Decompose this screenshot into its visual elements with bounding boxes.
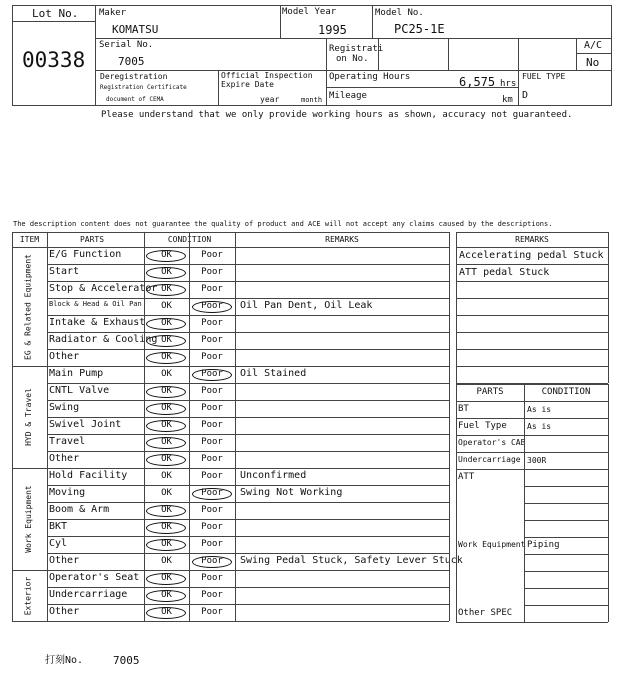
ok-selected-mark [146, 352, 186, 364]
part-name: Swing [49, 402, 80, 413]
operating-hours-label: Operating Hours [329, 72, 411, 82]
ok-selected-mark [146, 522, 186, 534]
registration-label-2: on No. [336, 54, 369, 64]
remark-text: Swing Not Working [240, 487, 343, 498]
remarks-header: REMARKS [325, 235, 359, 244]
work-equipment-value: Piping [527, 540, 560, 550]
expire-date-label: Expire Date [221, 80, 274, 89]
part-name: BKT [49, 521, 68, 532]
condition-poor: Poor [201, 318, 223, 328]
remark-text: Oil Pan Dent, Oil Leak [240, 300, 373, 311]
part-name: Undercarriage [49, 589, 128, 600]
condition-table [12, 232, 463, 621]
condition-poor: Poor [201, 335, 223, 345]
parts-box-condition-header: CONDITION [541, 387, 591, 397]
part-name: Hold Facility [49, 470, 128, 481]
mileage-label: Mileage [329, 91, 367, 101]
item-header: ITEM [19, 235, 40, 244]
disclaimer-text: The description content does not guarantee the quality of product and ACE will not accept any claims caused by the descriptions. [13, 220, 553, 228]
condition-ok: OK [161, 352, 172, 362]
serial-label: Serial No. [99, 40, 154, 50]
parts-box-condition: 300R [527, 456, 547, 465]
parts-box-part: Fuel Type [458, 421, 507, 431]
parts-box-condition: As is [527, 405, 552, 414]
km-unit: km [502, 95, 513, 105]
stamp-value: 7005 [113, 654, 140, 667]
fuel-type-value: D [522, 90, 529, 101]
condition-poor: Poor [201, 301, 223, 311]
parts-box-part: BT [458, 404, 469, 414]
condition-ok: OK [161, 318, 172, 328]
registration-label-1: Registrati [329, 44, 384, 54]
condition-poor: Poor [201, 369, 223, 379]
group-label: Exterior [23, 576, 33, 615]
condition-ok: OK [161, 437, 172, 447]
parts-box-parts-header: PARTS [476, 387, 504, 397]
remark-text: Swing Pedal Stuck, Safety Lever Stuck [240, 555, 463, 566]
ok-selected-mark [146, 607, 186, 619]
condition-poor: Poor [201, 556, 223, 566]
part-name: E/G Function [49, 249, 122, 260]
condition-ok: OK [161, 403, 172, 413]
condition-ok: OK [161, 607, 172, 617]
part-name: Moving [49, 487, 86, 498]
registration-certificate-label: Registration Certificate [100, 84, 187, 91]
ok-selected-mark [146, 573, 186, 585]
condition-ok: OK [161, 250, 172, 260]
remark-text: Unconfirmed [240, 470, 307, 481]
condition-poor: Poor [201, 437, 223, 447]
part-name: Boom & Arm [49, 504, 110, 515]
condition-poor: Poor [201, 573, 223, 583]
part-name: Cyl [49, 538, 68, 549]
ok-selected-mark [146, 250, 186, 262]
ok-selected-mark [146, 505, 186, 517]
condition-poor: Poor [201, 488, 223, 498]
ok-selected-mark [146, 454, 186, 466]
condition-poor: Poor [201, 267, 223, 277]
condition-ok: OK [161, 267, 172, 277]
condition-poor: Poor [201, 352, 223, 362]
group-label: HYD & Travel [23, 388, 33, 446]
other-spec-label: Other SPEC [458, 608, 513, 618]
remarks-box-header: REMARKS [515, 235, 549, 244]
ac-label: A/C [584, 40, 603, 51]
parts-box-condition: As is [527, 422, 552, 431]
remarks-box-line: Accelerating pedal Stuck [459, 250, 604, 261]
group-label: EG & Related Equipment [23, 253, 33, 360]
condition-poor: Poor [201, 471, 223, 481]
poor-selected-mark [192, 488, 232, 500]
condition-poor: Poor [201, 403, 223, 413]
parts-header: PARTS [79, 235, 105, 244]
parts-box-part: Undercarriage [458, 455, 521, 464]
part-name: Operator's Seat [49, 572, 140, 583]
month-label: month [301, 96, 323, 104]
condition-poor: Poor [201, 284, 223, 294]
condition-poor: Poor [201, 522, 223, 532]
part-name: Swivel Joint [49, 419, 122, 430]
part-name: Travel [49, 436, 86, 447]
part-name: Intake & Exhaust [49, 317, 146, 328]
part-name: Other [49, 453, 80, 464]
stamp-label: 打刻No. [45, 655, 84, 666]
condition-poor: Poor [201, 420, 223, 430]
ok-selected-mark [146, 335, 186, 347]
condition-poor: Poor [201, 607, 223, 617]
condition-ok: OK [161, 284, 172, 294]
part-name: Radiator & Cooling [49, 334, 158, 345]
part-name: Main Pump [49, 368, 104, 379]
condition-ok: OK [161, 301, 172, 311]
ok-selected-mark [146, 539, 186, 551]
condition-ok: OK [161, 454, 172, 464]
condition-ok: OK [161, 505, 172, 515]
work-equipment-label: Work Equipment [458, 540, 526, 549]
condition-ok: OK [161, 539, 172, 549]
parts-box-part: Operator's CAB [458, 438, 526, 447]
cema-document-label: document of CEMA [106, 96, 164, 103]
condition-poor: Poor [201, 386, 223, 396]
ok-selected-mark [146, 284, 186, 296]
part-name: Start [49, 266, 80, 277]
inspection-label: Official Inspection [221, 71, 313, 80]
condition-ok: OK [161, 369, 172, 379]
condition-poor: Poor [201, 539, 223, 549]
remarks-box-line: ATT pedal Stuck [459, 267, 550, 278]
condition-poor: Poor [201, 505, 223, 515]
ok-selected-mark [146, 403, 186, 415]
condition-ok: OK [161, 522, 172, 532]
operating-hours-value: 6,575 [459, 75, 496, 89]
poor-selected-mark [192, 369, 232, 381]
condition-poor: Poor [201, 250, 223, 260]
condition-ok: OK [161, 471, 172, 481]
poor-selected-mark [192, 301, 232, 313]
deregistration-label: Deregistration [100, 72, 168, 81]
condition-poor: Poor [201, 454, 223, 464]
hrs-unit: hrs [500, 79, 517, 89]
condition-ok: OK [161, 573, 172, 583]
model-no-value: PC25-1E [394, 22, 445, 36]
lot-label: Lot No. [32, 7, 79, 20]
serial-value: 7005 [118, 55, 145, 68]
model-year-label: Model Year [282, 7, 337, 17]
ok-selected-mark [146, 386, 186, 398]
att-label: ATT [458, 472, 475, 482]
model-no-label: Model No. [375, 8, 424, 18]
ac-value: No [586, 56, 600, 69]
lot-number: 00338 [22, 48, 86, 72]
condition-ok: OK [161, 420, 172, 430]
part-name: CNTL Valve [49, 385, 110, 396]
ok-selected-mark [146, 420, 186, 432]
maker-label: Maker [99, 8, 127, 18]
condition-ok: OK [161, 590, 172, 600]
ok-selected-mark [146, 437, 186, 449]
remark-text: Oil Stained [240, 368, 307, 379]
notice-text: Please understand that we only provide working hours as shown, accuracy not guaranteed. [101, 110, 573, 120]
part-name: Other [49, 606, 80, 617]
ok-selected-mark [146, 318, 186, 330]
part-name: Stop & Accelerator [49, 283, 158, 294]
condition-ok: OK [161, 488, 172, 498]
condition-ok: OK [161, 386, 172, 396]
model-year-value: 1995 [318, 23, 347, 37]
condition-ok: OK [161, 556, 172, 566]
part-name: Block & Head & Oil Pan [49, 300, 142, 308]
fuel-type-label: FUEL TYPE [522, 72, 566, 81]
maker-value: KOMATSU [112, 23, 159, 36]
part-name: Other [49, 351, 80, 362]
poor-selected-mark [192, 556, 232, 568]
condition-poor: Poor [201, 590, 223, 600]
year-label: year [260, 95, 280, 104]
condition-ok: OK [161, 335, 172, 345]
ok-selected-mark [146, 267, 186, 279]
condition-header: CONDITION [167, 235, 212, 244]
ok-selected-mark [146, 590, 186, 602]
part-name: Other [49, 555, 80, 566]
group-label: Work Equipment [23, 485, 33, 553]
